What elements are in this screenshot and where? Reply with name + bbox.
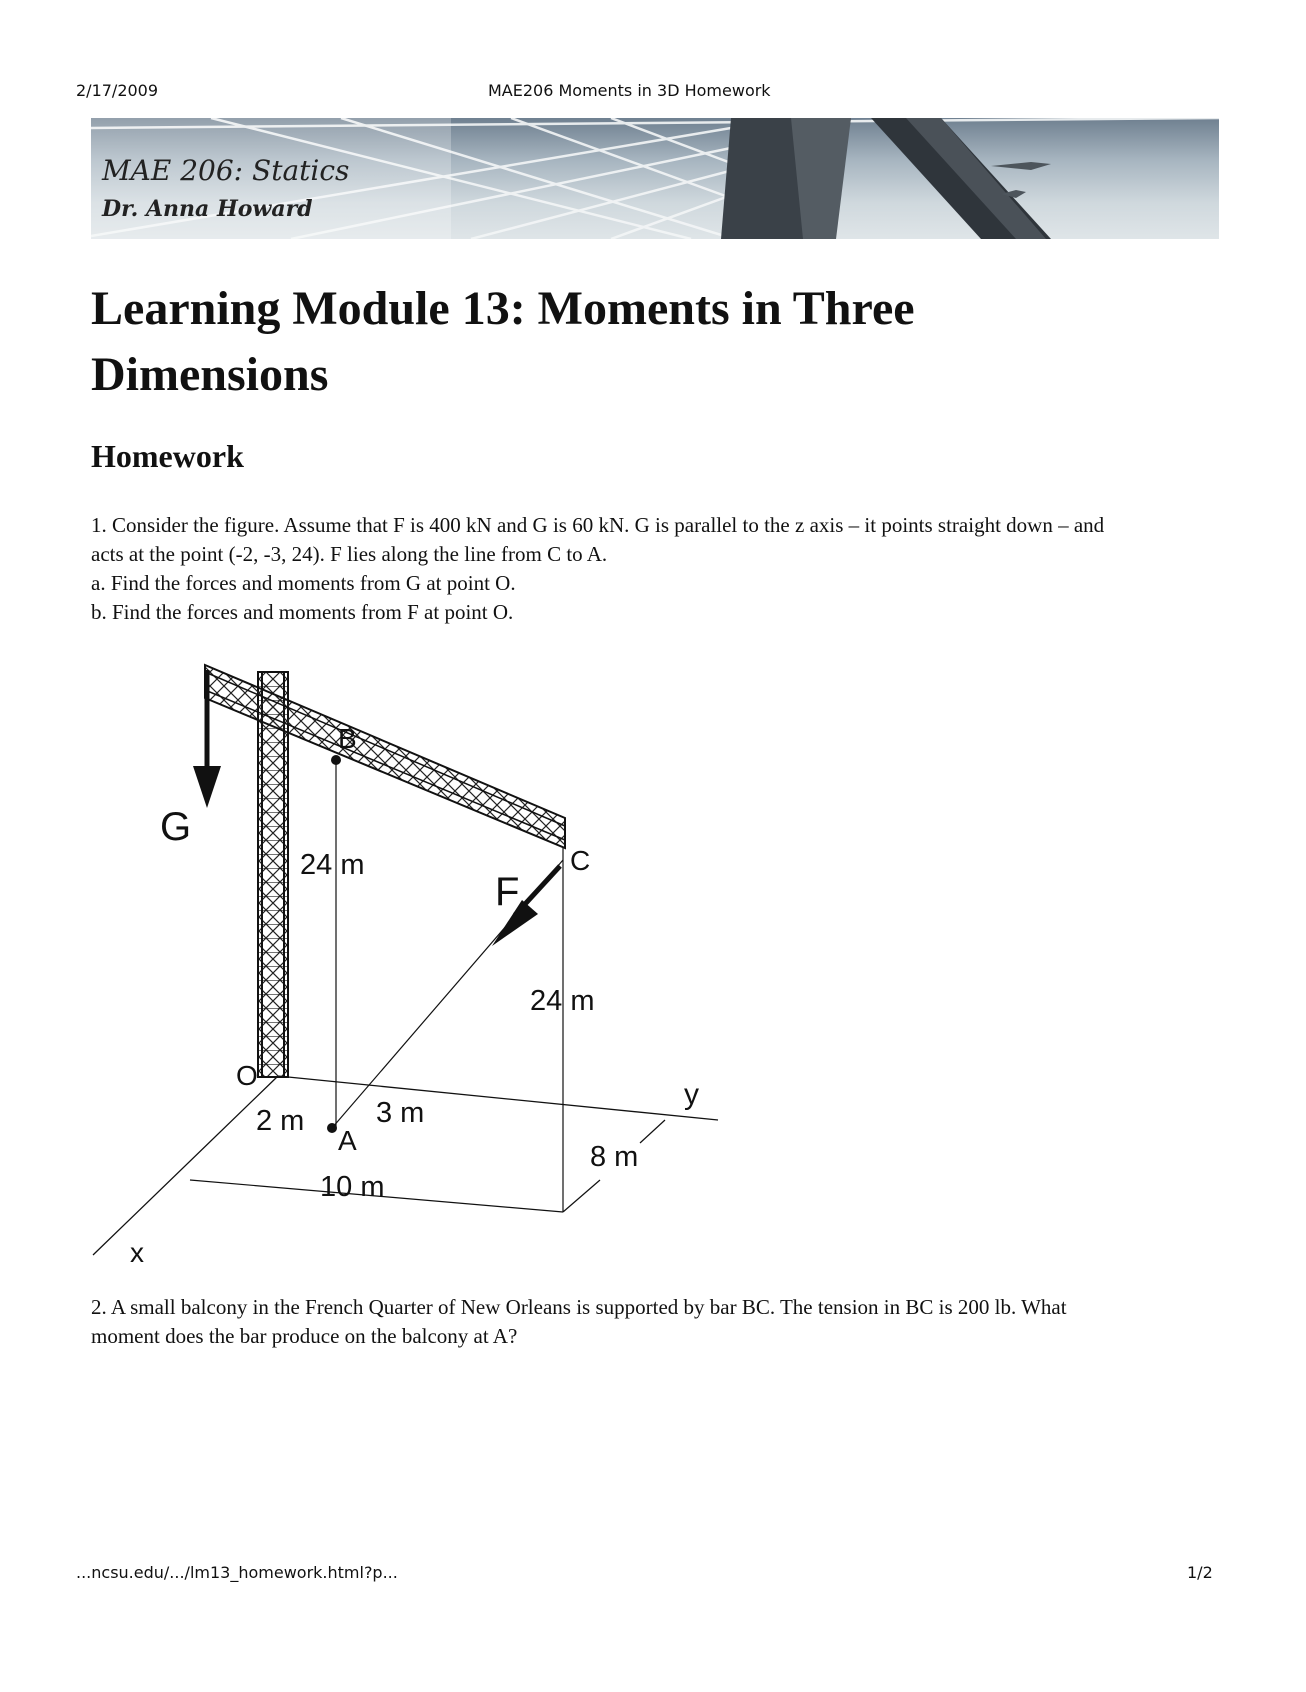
dimension-24m-b: 24 m	[300, 849, 365, 881]
dimension-8m: 8 m	[590, 1141, 639, 1173]
module-title	[91, 276, 1191, 408]
truss-figure	[80, 645, 720, 1265]
label-x-axis: x	[130, 1237, 144, 1265]
course-banner	[91, 118, 1219, 239]
print-title: MAE206 Moments in 3D Homework	[488, 81, 771, 100]
module-title-line2: Dimensions	[91, 348, 329, 401]
print-date: 2/17/2009	[76, 81, 159, 100]
problem-2	[91, 1293, 1221, 1351]
banner-instructor: Dr. Anna Howard	[102, 196, 313, 222]
dimension-3m: 3 m	[376, 1097, 425, 1129]
dimension-24m-c: 24 m	[530, 985, 595, 1017]
label-a: A	[338, 1125, 357, 1156]
problem-1-part-b: b. Find the forces and moments from F at point O.	[91, 600, 514, 624]
section-title: Homework	[91, 438, 244, 474]
banner-course-title: MAE 206: Statics	[102, 154, 350, 187]
dimension-10m: 10 m	[320, 1171, 385, 1203]
module-title-line1: Learning Module 13: Moments in Three	[91, 282, 915, 335]
footer-url: ...ncsu.edu/.../lm13_homework.html?p...	[76, 1563, 398, 1582]
problem-2-line2: moment does the bar produce on the balcony at A?	[91, 1324, 518, 1348]
point-b	[331, 755, 341, 765]
problem-1	[91, 511, 1221, 627]
label-y-axis: y	[684, 1078, 699, 1111]
problem-1-line2: acts at the point (-2, -3, 24). F lies along the line from C to A.	[91, 542, 608, 566]
dimension-2m: 2 m	[256, 1105, 305, 1137]
x-axis	[93, 1076, 278, 1255]
problem-1-part-a: a. Find the forces and moments from G at point O.	[91, 571, 516, 595]
base-side-line-lower	[563, 1180, 600, 1212]
base-side-line-upper	[640, 1120, 665, 1143]
label-o: O	[236, 1060, 258, 1091]
page-number: 1/2	[1187, 1563, 1213, 1582]
label-c: C	[570, 845, 591, 876]
truss-column	[258, 672, 288, 1077]
label-g: G	[160, 805, 192, 849]
label-f: F	[495, 870, 520, 914]
problem-1-line1: 1. Consider the figure. Assume that F is 400 kN and G is 60 kN. G is parallel to the z axis – it points straight down – and	[91, 513, 1105, 537]
label-b: B	[338, 723, 357, 754]
problem-2-line1: 2. A small balcony in the French Quarter of New Orleans is supported by bar BC. The tension in BC is 200 lb. What	[91, 1295, 1067, 1319]
